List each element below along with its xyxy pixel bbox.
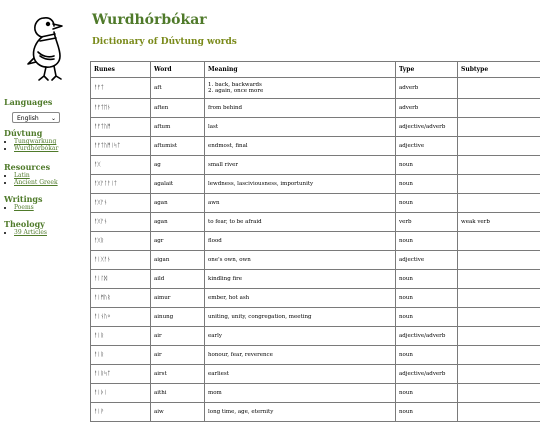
cell-type: noun — [396, 289, 458, 308]
cell-word: agalait — [151, 175, 205, 194]
cell-subtype — [458, 156, 540, 175]
cell-type: adjective/adverb — [396, 327, 458, 346]
cell-meaning — [205, 384, 396, 403]
cell-runes: ᚨᛁᚦᛁ — [91, 384, 151, 403]
cell-type: adverb — [396, 99, 458, 118]
link-39-articles[interactable]: 39 Articles — [14, 229, 47, 236]
cell-meaning — [205, 251, 396, 270]
table-row — [91, 213, 540, 232]
meaning-line: early — [208, 333, 392, 339]
cell-word: aild — [151, 270, 205, 289]
cell-type: noun — [396, 308, 458, 327]
cell-runes: ᚨᚷᚨᚾ — [91, 194, 151, 213]
meaning-line: awn — [208, 200, 392, 206]
cell-meaning — [205, 99, 396, 118]
table-row — [91, 194, 540, 213]
cell-word: aimur — [151, 289, 205, 308]
cell-type: noun — [396, 232, 458, 251]
meaning-line: to fear, to be afraid — [208, 219, 392, 225]
cell-meaning — [205, 137, 396, 156]
cell-word: airst — [151, 365, 205, 384]
header-runes: Runes — [91, 62, 151, 78]
cell-word: air — [151, 346, 205, 365]
cell-meaning — [205, 175, 396, 194]
chevron-down-icon: ⌄ — [51, 113, 56, 124]
meaning-line: mom — [208, 390, 392, 396]
cell-subtype — [458, 194, 540, 213]
cell-word: ainung — [151, 308, 205, 327]
cell-runes: ᚨᛁᚱ — [91, 346, 151, 365]
cell-word: agan — [151, 194, 205, 213]
cell-meaning — [205, 213, 396, 232]
cell-subtype: weak verb — [458, 213, 540, 232]
cell-meaning — [205, 365, 396, 384]
cell-word: aftumist — [151, 137, 205, 156]
meaning-line: kindling fire — [208, 276, 392, 282]
cell-meaning — [205, 156, 396, 175]
cell-word: aftum — [151, 118, 205, 137]
list-item — [14, 179, 58, 186]
table-row — [91, 232, 540, 251]
cell-word: aft — [151, 78, 205, 99]
resources-heading: Resources — [4, 162, 50, 172]
cell-subtype — [458, 403, 540, 422]
cell-runes: ᚨᛁᛚᛞ — [91, 270, 151, 289]
meaning-line: long time, age, eternity — [208, 409, 392, 415]
cell-runes: ᚨᚠᛏᛖᚾ — [91, 99, 151, 118]
meaning-line: last — [208, 124, 392, 130]
cell-meaning — [205, 289, 396, 308]
cell-meaning — [205, 118, 396, 137]
table-row — [91, 308, 540, 327]
table-body — [91, 78, 540, 422]
cell-subtype — [458, 118, 540, 137]
meaning-line: 1. back, backwards — [208, 82, 392, 88]
cell-subtype — [458, 251, 540, 270]
cell-runes: ᚨᚠᛏ — [91, 78, 151, 99]
table-row — [91, 137, 540, 156]
cell-runes: ᚨᛁᚱ — [91, 327, 151, 346]
cell-type: adjective/adverb — [396, 365, 458, 384]
link-poems[interactable]: Poems — [14, 204, 34, 211]
meaning-line: small river — [208, 162, 392, 168]
meaning-line: one's own, own — [208, 257, 392, 263]
dutung-heading: Dúvtung — [4, 128, 42, 138]
cell-word: agr — [151, 232, 205, 251]
cell-type: noun — [396, 194, 458, 213]
table-row — [91, 365, 540, 384]
resources-links — [9, 172, 58, 186]
header-type: Type — [396, 62, 458, 78]
cell-word: aiw — [151, 403, 205, 422]
cell-runes: ᚨᚷᚱ — [91, 232, 151, 251]
table-row — [91, 78, 540, 99]
cell-type: noun — [396, 403, 458, 422]
list-item — [14, 172, 58, 179]
cell-subtype — [458, 232, 540, 251]
meaning-line: ember, hot ash — [208, 295, 392, 301]
cell-runes: ᚨᛁᚷᚨᚾ — [91, 251, 151, 270]
cell-meaning — [205, 327, 396, 346]
table-row — [91, 403, 540, 422]
cell-type: verb — [396, 213, 458, 232]
meaning-line: honour, fear, reverence — [208, 352, 392, 358]
cell-type: noun — [396, 346, 458, 365]
cell-meaning — [205, 270, 396, 289]
sidebar — [0, 0, 82, 405]
meaning-line: lewdness, lasciviousness, importunity — [208, 181, 392, 187]
list-item — [14, 229, 47, 236]
table-row — [91, 251, 540, 270]
header-subtype: Subtype — [458, 62, 540, 78]
meaning-line: 2. again, once more — [208, 88, 392, 94]
table-row — [91, 156, 540, 175]
cell-meaning — [205, 194, 396, 213]
table-header-row — [91, 62, 540, 78]
theology-links — [9, 229, 47, 236]
list-item — [14, 138, 58, 145]
cell-runes: ᚨᛁᚱᛋᛏ — [91, 365, 151, 384]
cell-runes: ᚨᚠᛏᚢᛗ — [91, 118, 151, 137]
cell-word: ag — [151, 156, 205, 175]
theology-heading: Theology — [4, 219, 45, 229]
cell-word: aften — [151, 99, 205, 118]
table-row — [91, 327, 540, 346]
cell-type: adjective — [396, 251, 458, 270]
cell-subtype — [458, 384, 540, 403]
meaning-line: from behind — [208, 105, 392, 111]
cell-runes: ᚨᛁᚹ — [91, 403, 151, 422]
cell-runes: ᚨᛁᛗᚢᚱ — [91, 289, 151, 308]
cell-meaning — [205, 346, 396, 365]
link-ancient-greek[interactable]: Ancient Greek — [14, 179, 58, 186]
table-row — [91, 175, 540, 194]
cell-word: air — [151, 327, 205, 346]
cell-type: noun — [396, 384, 458, 403]
cell-meaning — [205, 308, 396, 327]
cell-subtype — [458, 270, 540, 289]
cell-meaning — [205, 403, 396, 422]
header-meaning: Meaning — [205, 62, 396, 78]
cell-type: noun — [396, 270, 458, 289]
cell-meaning — [205, 232, 396, 251]
cell-type: adjective — [396, 137, 458, 156]
cell-runes: ᚨᛁᚾᚢᛜ — [91, 308, 151, 327]
language-select[interactable] — [12, 112, 60, 123]
meaning-line: flood — [208, 238, 392, 244]
table-row — [91, 118, 540, 137]
cell-word: aigan — [151, 251, 205, 270]
cell-type: adjective/adverb — [396, 118, 458, 137]
cell-subtype — [458, 346, 540, 365]
cell-subtype — [458, 327, 540, 346]
bird-logo-icon[interactable] — [24, 12, 76, 84]
cell-runes: ᚨᚷ — [91, 156, 151, 175]
writings-links — [9, 204, 34, 211]
link-latin[interactable]: Latin — [14, 172, 30, 179]
meaning-line: uniting, unity, congregation, meeting — [208, 314, 392, 320]
cell-subtype — [458, 99, 540, 118]
table-row — [91, 99, 540, 118]
dutung-links — [9, 138, 58, 152]
writings-heading: Writings — [4, 194, 43, 204]
link-wurdhorbokar[interactable]: Wurdhórbókar — [14, 145, 58, 152]
meaning-line: earliest — [208, 371, 392, 377]
languages-heading: Languages — [4, 97, 52, 107]
page-subtitle: Dictionary of Dúvtung words — [92, 37, 237, 47]
cell-subtype — [458, 137, 540, 156]
cell-subtype — [458, 78, 540, 99]
cell-type: noun — [396, 156, 458, 175]
language-select-value: English — [17, 115, 39, 122]
cell-runes: ᚨᚷᚨᚾ — [91, 213, 151, 232]
list-item — [14, 145, 58, 152]
cell-word: aithi — [151, 384, 205, 403]
dictionary-table — [90, 61, 540, 422]
meaning-line: endmost, final — [208, 143, 392, 149]
table-row — [91, 346, 540, 365]
header-word: Word — [151, 62, 205, 78]
cell-subtype — [458, 175, 540, 194]
cell-subtype — [458, 308, 540, 327]
page-title: Wurdhórbókar — [92, 12, 207, 28]
link-tungwarkung[interactable]: Tungwarkung — [14, 138, 56, 145]
cell-runes: ᚨᚷᚨᛚᚨᛁᛏ — [91, 175, 151, 194]
list-item — [14, 204, 34, 211]
cell-word: agan — [151, 213, 205, 232]
cell-meaning — [205, 78, 396, 99]
cell-type: adverb — [396, 78, 458, 99]
table-row — [91, 384, 540, 403]
cell-runes: ᚨᚠᛏᚢᛗᛁᛋᛏ — [91, 137, 151, 156]
cell-type: noun — [396, 175, 458, 194]
table-row — [91, 270, 540, 289]
table-row — [91, 289, 540, 308]
cell-subtype — [458, 365, 540, 384]
cell-subtype — [458, 289, 540, 308]
